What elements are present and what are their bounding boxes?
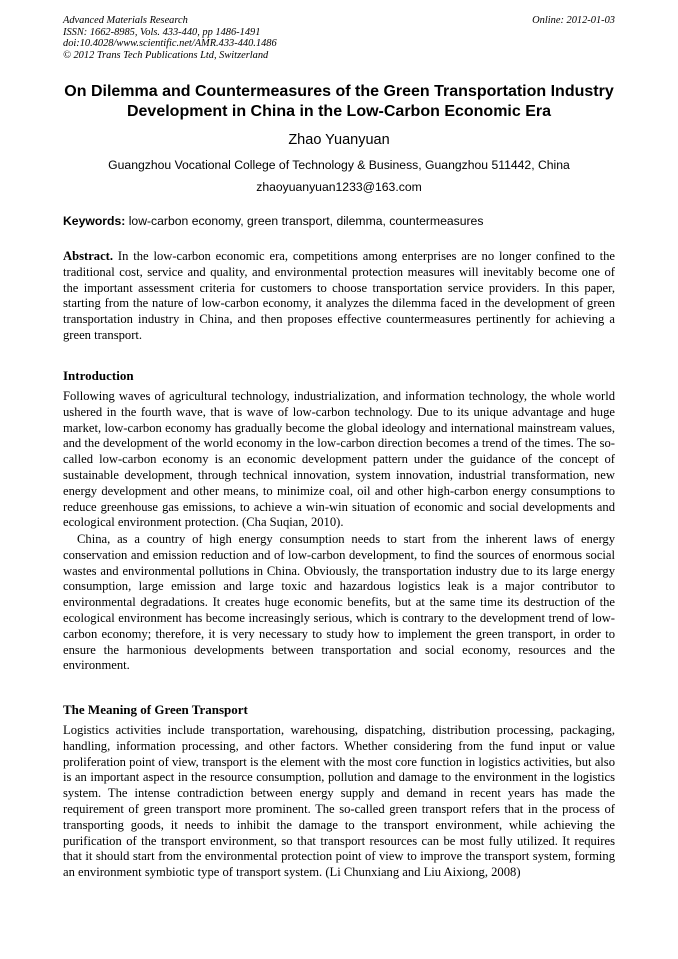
abstract-label: Abstract. — [63, 249, 114, 263]
journal-header — [63, 15, 615, 61]
issn-line: ISSN: 1662-8985, Vols. 433-440, pp 1486-1491 — [63, 26, 261, 38]
journal-name: Advanced Materials Research — [63, 15, 188, 26]
author-affiliation: Guangzhou Vocational College of Technology & Business, Guangzhou 511442, China — [108, 158, 570, 172]
copyright-line: © 2012 Trans Tech Publications Ltd, Switzerland — [63, 49, 269, 61]
section-heading-meaning: The Meaning of Green Transport — [63, 702, 248, 717]
author-name: Zhao Yuanyuan — [288, 132, 390, 148]
abstract — [63, 249, 615, 344]
section-heading-introduction: Introduction — [63, 368, 134, 383]
keywords — [63, 213, 615, 229]
author-email: zhaoyuanyuan1233@163.com — [256, 180, 422, 194]
keywords-text: low-carbon economy, green transport, dilemma, countermeasures — [128, 214, 484, 228]
keywords-label: Keywords: — [63, 214, 126, 228]
online-date: Online: 2012-01-03 — [532, 15, 615, 26]
abstract-text: In the low-carbon economic era, competitions among enterprises are no longer confined to the traditional cost, service and quality, and environmental protection measures will inevitably become one of the important assessment criteria for customers to choose transportation service providers. In this paper, starting from the nature of low-carbon economy, it analyzes the dilemma faced in the development of green transportation industry in China, and then proposes effective countermeasures pertinently for achieving a green transport. — [63, 249, 615, 342]
intro-paragraph-1: Following waves of agricultural technology, industrialization, and information technology, the whole world ushered in the fourth wave, that is wave of low-carbon technology. Due to its unique advantage and huge market, low-carbon economy has gradually become the global ideology and international mainstream values, and the development of the world economy in the low-carbon direction becomes a trend of the times. The so-called low-carbon economy is an economic development pattern under the guidance of the concept of sustainable development, through technical innovation, system innovation, industrial transformation, new energy development and other means, to minimize coal, oil and other high-carbon energy consumptions to reduce greenhouse gas emissions, to achieve a win-win situation of economic and social developments and ecological environment protection. (Cha Suqian, 2010). — [63, 389, 615, 530]
intro-paragraph-2: China, as a country of high energy consumption needs to start from the inherent laws of energy conservation and emission reduction and of low-carbon development, to find the sources of enormous social wastes and environmental pollutions in China. Obviously, the transportation industry due to its large energy consumption, large emission and large toxic and hazardous logistics leak is a major contributor to environmental degradations. It creates huge economic benefits, but at the same time its destruction of the ecological environment has become increasingly serious, which is contrary to the development trend of low-carbon economy; therefore, it is very necessary to study how to implement the green transport, in order to ensure the harmonious developments between transportation and social economy, resources and the environment. — [63, 532, 615, 673]
paper-title: On Dilemma and Countermeasures of the Green Transportation Industry Development in China in the Low-Carbon Economic Era — [64, 83, 614, 120]
doi-line: doi:10.4028/www.scientific.net/AMR.433-440.1486 — [63, 38, 277, 50]
meaning-paragraph-1: Logistics activities include transportation, warehousing, dispatching, distribution processing, packaging, handling, information processing, and other factors. Whether considering from the fund input or value proliferation point of view, transport is the element with the most core function in logistics activities, but also is an important aspect in the resource consumption, pollution and damage to the environment in the logistics system. The intense contradiction between energy supply and demand in recent years has made the requirement of green transport more prominent. The so-called green transport refers that in the process of transporting goods, it needs to inhibit the damage to the transport environment, while achieving the purification of the transport environment, so that transport resources can be most fully utilized. It requires that it should start from the environmental protection point of view to improve the transport system, forming an environment symbiotic type of transport system. (Li Chunxiang and Liu Aixiong, 2008) — [63, 723, 615, 880]
